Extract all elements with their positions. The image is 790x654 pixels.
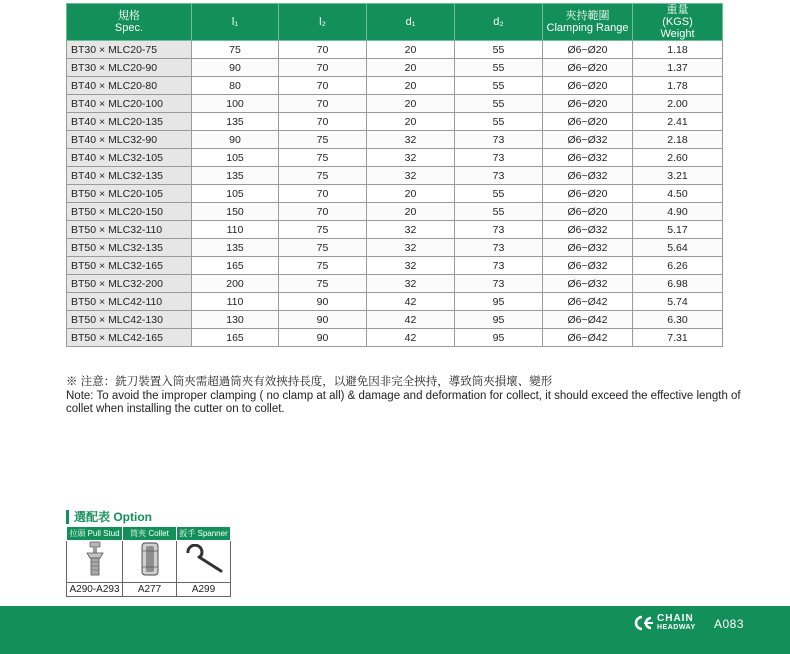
table-row [67, 95, 723, 113]
brand-logo [630, 614, 696, 632]
table-row [67, 239, 723, 257]
cell-clamp: Ø6~Ø32 [543, 149, 633, 167]
cell-weight: 2.18 [633, 131, 723, 149]
cell-model: BT50 × MLC42-110 [67, 293, 192, 311]
spec-table [66, 3, 723, 347]
collet-cell [123, 541, 177, 583]
cell-weight: 6.30 [633, 311, 723, 329]
option-title [66, 508, 152, 525]
cell-d2: 55 [455, 203, 543, 221]
cell-clamp: Ø6~Ø32 [543, 221, 633, 239]
table-row [67, 311, 723, 329]
cell-d2: 73 [455, 221, 543, 239]
table-row [67, 275, 723, 293]
cell-weight: 4.90 [633, 203, 723, 221]
cell-d1: 42 [367, 293, 455, 311]
cell-model: BT50 × MLC32-110 [67, 221, 192, 239]
cell-d2: 55 [455, 95, 543, 113]
cell-clamp: Ø6~Ø20 [543, 41, 633, 59]
cell-model: BT40 × MLC32-135 [67, 167, 192, 185]
table-row [67, 41, 723, 59]
header-d2: d₂ [455, 4, 543, 41]
cell-clamp: Ø6~Ø20 [543, 77, 633, 95]
cell-model: BT50 × MLC20-105 [67, 185, 192, 203]
cell-l1: 100 [192, 95, 279, 113]
header-row [67, 4, 723, 41]
option-code-pull-stud: A290-A293 [67, 583, 123, 597]
cell-l1: 105 [192, 185, 279, 203]
cell-d1: 20 [367, 41, 455, 59]
table-row [67, 257, 723, 275]
cell-l2: 70 [279, 95, 367, 113]
cell-l1: 165 [192, 257, 279, 275]
cell-d1: 20 [367, 77, 455, 95]
cell-l1: 110 [192, 221, 279, 239]
option-image-row [67, 541, 231, 583]
header-spec: 規格 Spec. [67, 4, 192, 41]
cell-model: BT50 × MLC32-200 [67, 275, 192, 293]
cell-l1: 135 [192, 113, 279, 131]
table-row [67, 329, 723, 347]
cell-d1: 32 [367, 221, 455, 239]
cell-l2: 70 [279, 113, 367, 131]
cell-clamp: Ø6~Ø32 [543, 131, 633, 149]
brand-line2: HEADWAY [657, 624, 696, 631]
cell-clamp: Ø6~Ø20 [543, 95, 633, 113]
cell-d1: 32 [367, 275, 455, 293]
cell-l2: 90 [279, 329, 367, 347]
table-row [67, 185, 723, 203]
table-row [67, 203, 723, 221]
cell-d1: 20 [367, 59, 455, 77]
brand-text [657, 614, 696, 632]
cell-d2: 73 [455, 257, 543, 275]
cell-model: BT40 × MLC32-105 [67, 149, 192, 167]
cell-l2: 70 [279, 77, 367, 95]
cell-l2: 75 [279, 257, 367, 275]
pull-stud-icon [83, 541, 107, 577]
option-header-collet: 筒夾 Collet [123, 527, 177, 541]
cell-weight: 2.41 [633, 113, 723, 131]
cell-d2: 73 [455, 149, 543, 167]
cell-clamp: Ø6~Ø20 [543, 113, 633, 131]
cell-l2: 70 [279, 59, 367, 77]
cell-l1: 80 [192, 77, 279, 95]
table-row [67, 167, 723, 185]
table-row [67, 131, 723, 149]
cell-clamp: Ø6~Ø32 [543, 167, 633, 185]
cell-l2: 75 [279, 167, 367, 185]
footer-bar [0, 606, 790, 654]
cell-l2: 90 [279, 293, 367, 311]
cell-d2: 95 [455, 311, 543, 329]
cell-l2: 70 [279, 41, 367, 59]
cell-l1: 110 [192, 293, 279, 311]
cell-l1: 135 [192, 167, 279, 185]
spanner-cell [177, 541, 231, 583]
header-l1: l₁ [192, 4, 279, 41]
cell-model: BT50 × MLC32-165 [67, 257, 192, 275]
cell-d1: 20 [367, 185, 455, 203]
cell-weight: 1.37 [633, 59, 723, 77]
cell-weight: 6.98 [633, 275, 723, 293]
cell-l2: 70 [279, 203, 367, 221]
cell-weight: 5.74 [633, 293, 723, 311]
cell-d2: 73 [455, 167, 543, 185]
table-row [67, 113, 723, 131]
option-header-spanner: 扳手 Spanner [177, 527, 231, 541]
cell-l1: 135 [192, 239, 279, 257]
table-row [67, 77, 723, 95]
cell-d2: 95 [455, 293, 543, 311]
cell-l1: 200 [192, 275, 279, 293]
cell-clamp: Ø6~Ø42 [543, 293, 633, 311]
cell-weight: 1.18 [633, 41, 723, 59]
cell-model: BT30 × MLC20-90 [67, 59, 192, 77]
title-accent-bar [66, 510, 69, 524]
cell-weight: 5.17 [633, 221, 723, 239]
cell-weight: 1.78 [633, 77, 723, 95]
chain-headway-logo-icon [630, 615, 654, 631]
pull-stud-cell [67, 541, 123, 583]
cell-weight: 2.60 [633, 149, 723, 167]
cell-weight: 7.31 [633, 329, 723, 347]
cell-weight: 5.64 [633, 239, 723, 257]
cell-d1: 32 [367, 149, 455, 167]
table-row [67, 149, 723, 167]
spanner-icon [184, 544, 224, 574]
option-header-row [67, 527, 231, 541]
cell-clamp: Ø6~Ø20 [543, 185, 633, 203]
cell-model: BT50 × MLC20-150 [67, 203, 192, 221]
cell-model: BT30 × MLC20-75 [67, 41, 192, 59]
cell-weight: 3.21 [633, 167, 723, 185]
option-header-pull-stud: 拉頭 Pull Stud [67, 527, 123, 541]
cell-l1: 130 [192, 311, 279, 329]
cell-l1: 165 [192, 329, 279, 347]
cell-model: BT50 × MLC32-135 [67, 239, 192, 257]
header-weight: 重量 (KGS) Weight [633, 4, 723, 41]
cell-d1: 20 [367, 203, 455, 221]
cell-d1: 32 [367, 167, 455, 185]
cell-d1: 32 [367, 131, 455, 149]
cell-d2: 73 [455, 275, 543, 293]
cell-model: BT50 × MLC42-130 [67, 311, 192, 329]
cell-clamp: Ø6~Ø32 [543, 275, 633, 293]
cell-l2: 70 [279, 185, 367, 203]
cell-d2: 55 [455, 59, 543, 77]
cell-l2: 90 [279, 311, 367, 329]
option-code-row [67, 583, 231, 597]
brand-line1: CHAIN [657, 613, 694, 624]
cell-weight: 6.26 [633, 257, 723, 275]
table-row [67, 59, 723, 77]
cell-d1: 42 [367, 329, 455, 347]
cell-d2: 55 [455, 185, 543, 203]
header-l2: l₂ [279, 4, 367, 41]
table-row [67, 293, 723, 311]
table-row [67, 221, 723, 239]
installation-note [66, 376, 746, 417]
cell-d1: 42 [367, 311, 455, 329]
cell-d1: 32 [367, 257, 455, 275]
option-code-spanner: A299 [177, 583, 231, 597]
collet-icon [139, 541, 161, 577]
cell-l2: 75 [279, 221, 367, 239]
cell-clamp: Ø6~Ø20 [543, 203, 633, 221]
header-clamping-range: 夾持範圍 Clamping Range [543, 4, 633, 41]
cell-clamp: Ø6~Ø20 [543, 59, 633, 77]
cell-model: BT40 × MLC20-80 [67, 77, 192, 95]
cell-l2: 75 [279, 239, 367, 257]
cell-weight: 2.00 [633, 95, 723, 113]
cell-model: BT40 × MLC20-100 [67, 95, 192, 113]
page-number: A083 [714, 617, 745, 631]
cell-d2: 95 [455, 329, 543, 347]
cell-l2: 75 [279, 131, 367, 149]
cell-l1: 90 [192, 59, 279, 77]
cell-l2: 75 [279, 275, 367, 293]
cell-l1: 105 [192, 149, 279, 167]
cell-model: BT50 × MLC42-165 [67, 329, 192, 347]
cell-l2: 75 [279, 149, 367, 167]
cell-l1: 150 [192, 203, 279, 221]
header-d1: d₁ [367, 4, 455, 41]
cell-clamp: Ø6~Ø32 [543, 257, 633, 275]
cell-clamp: Ø6~Ø32 [543, 239, 633, 257]
cell-d1: 20 [367, 113, 455, 131]
cell-d2: 73 [455, 131, 543, 149]
cell-model: BT40 × MLC32-90 [67, 131, 192, 149]
note-chinese: ※ 注意：銑刀裝置入筒夾需超過筒夾有效挾持長度，以避免因非完全挾持，導致筒夾損壞、變形 [66, 376, 553, 388]
cell-d2: 55 [455, 113, 543, 131]
option-title-text: 選配表 Option [74, 510, 152, 524]
cell-clamp: Ø6~Ø42 [543, 311, 633, 329]
cell-model: BT40 × MLC20-135 [67, 113, 192, 131]
cell-d2: 73 [455, 239, 543, 257]
cell-d1: 20 [367, 95, 455, 113]
cell-l1: 90 [192, 131, 279, 149]
note-english: Note: To avoid the improper clamping ( no clamp at all) & damage and deformation for collect, it should exceed the effective length of collet when installing the cutter on to collet. [66, 389, 741, 415]
cell-weight: 4.50 [633, 185, 723, 203]
option-table [66, 526, 231, 597]
cell-d2: 55 [455, 41, 543, 59]
cell-d2: 55 [455, 77, 543, 95]
cell-clamp: Ø6~Ø42 [543, 329, 633, 347]
cell-d1: 32 [367, 239, 455, 257]
option-code-collet: A277 [123, 583, 177, 597]
cell-l1: 75 [192, 41, 279, 59]
